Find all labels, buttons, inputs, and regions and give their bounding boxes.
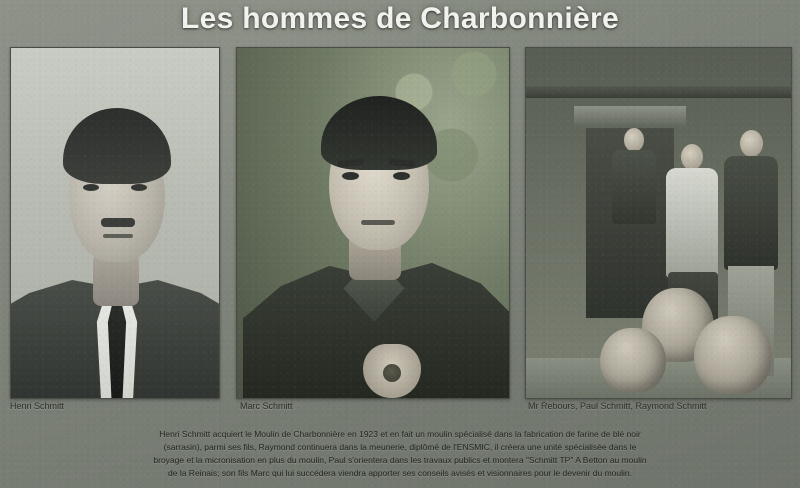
photo-caption-marc: Marc Schmitt: [240, 401, 293, 411]
person-right-torso-shape: [724, 156, 778, 270]
photo-groupe-moulin: [525, 47, 792, 399]
mill-machine-top-shape: [574, 106, 686, 128]
photo-marc-schmitt: [236, 47, 510, 399]
photo-caption-henri: Henri Schmitt: [10, 401, 65, 411]
panel-body-text: [100, 428, 700, 480]
eye-right-shape: [393, 172, 410, 180]
photo-caption-groupe: Mr Rebours, Paul Schmitt, Raymond Schmitt: [528, 401, 707, 411]
body-line: Henri Schmitt acquiert le Moulin de Charbonnière en 1923 et en fait un moulin spécialisé dans la fabrication de farine de blé noir: [159, 429, 641, 439]
flour-sack-shape: [694, 316, 772, 394]
eye-left-shape: [342, 172, 359, 180]
moustache-shape: [101, 218, 135, 227]
body-line: (sarrasin), parmi ses fils, Raymond continuera dans la meunerie, diplômé de l'ENSMIC, il créera une unité spécialisée dans le: [163, 442, 637, 452]
mouth-shape: [103, 234, 133, 238]
page-title: Les hommes de Charbonnière: [181, 2, 619, 35]
grain-shape: [383, 364, 401, 382]
person-center-torso-shape: [666, 168, 718, 278]
eye-left-shape: [83, 184, 99, 191]
person-right-head-shape: [740, 130, 763, 157]
person-left-head-shape: [624, 128, 644, 152]
flour-sack-shape: [600, 328, 666, 392]
person-left-torso-shape: [612, 150, 656, 224]
person-center-head-shape: [681, 144, 703, 170]
mouth-shape: [361, 220, 395, 225]
eye-right-shape: [131, 184, 147, 191]
body-line: de la Reinais; son fils Marc qui lui succédera viendra apporter ses conseils avisés et visionnaires pour le devenir du moulin.: [168, 468, 632, 478]
photo-henri-schmitt: [10, 47, 220, 399]
body-line: broyage et la micronisation en plus du moulin, Paul s'orientera dans les travaux publics et montera "Schmitt TP" A Betton au moulin: [153, 455, 647, 465]
ceiling-beam-shape: [526, 86, 791, 98]
